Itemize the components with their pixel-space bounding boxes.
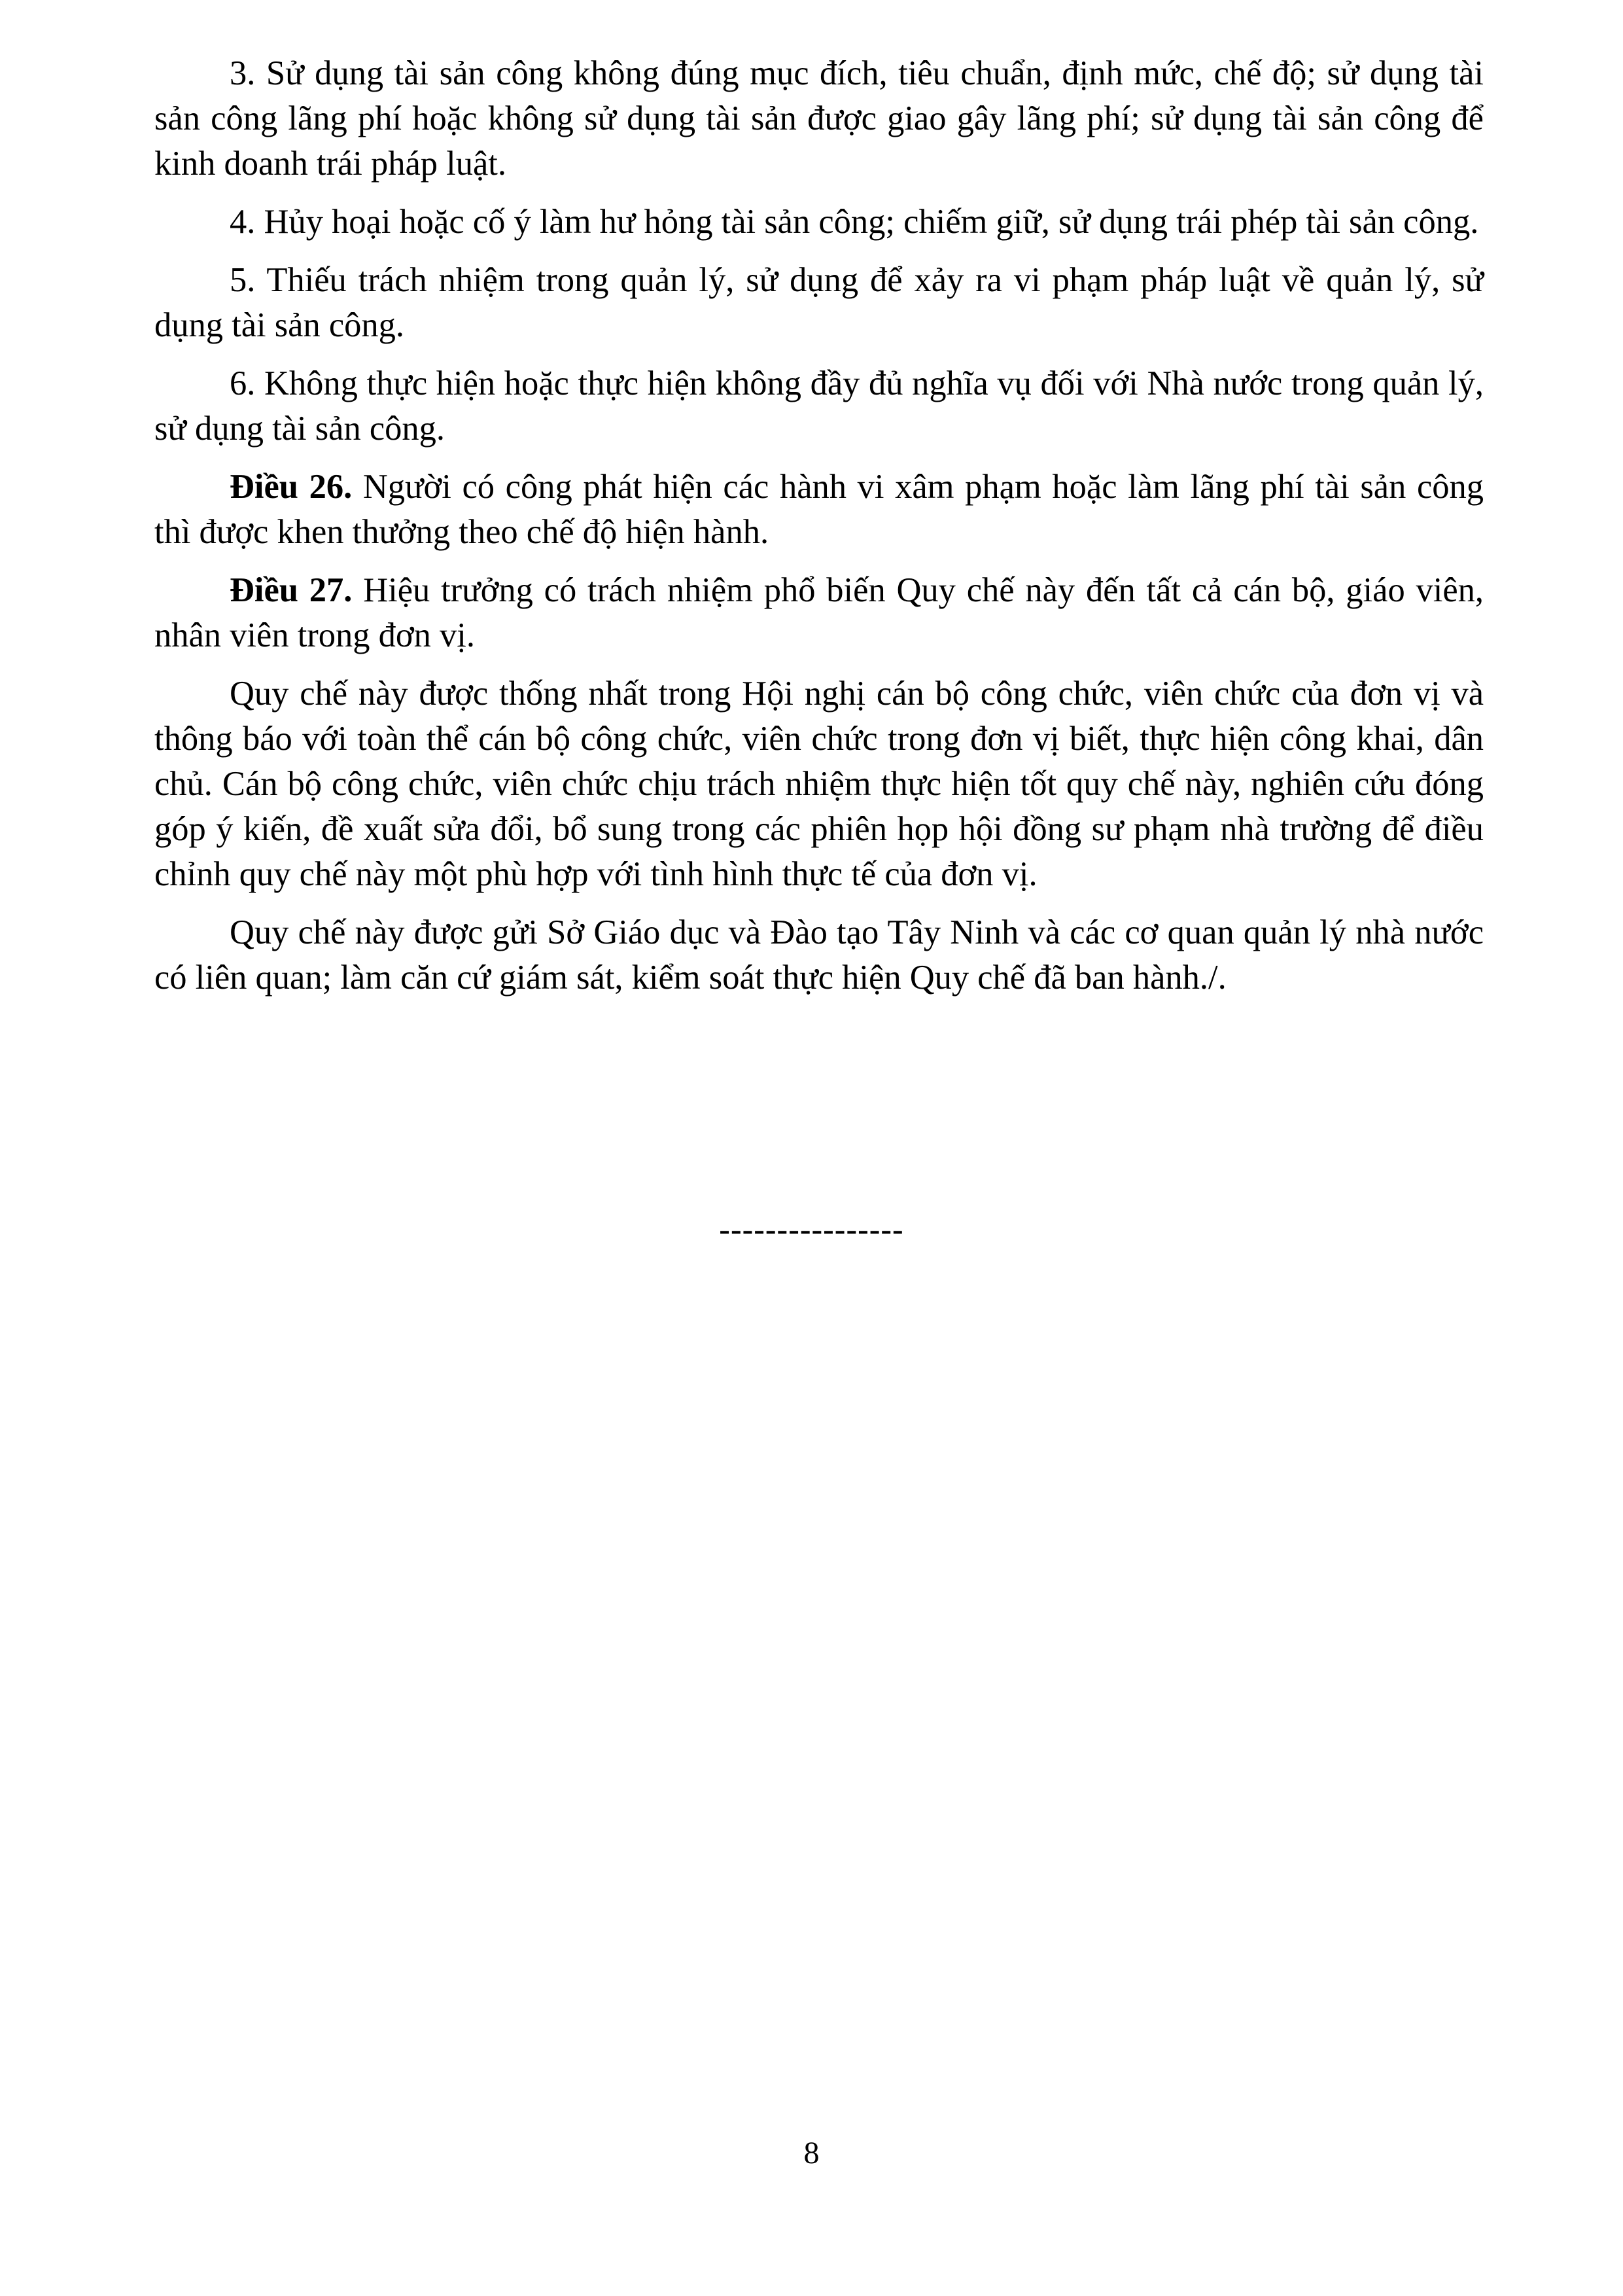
paragraph-text: Hiệu trưởng có trách nhiệm phổ biến Quy chế này đến tất cả cán bộ, giáo viên, nhân viên trong đơn vị.	[154, 571, 1484, 654]
paragraph-text: 3. Sử dụng tài sản công không đúng mục đích, tiêu chuẩn, định mức, chế độ; sử dụng tài sản công lãng phí hoặc không sử dụng tài sản được giao gây lãng phí; sử dụng tài sản công để kinh doanh trái pháp luật.	[154, 54, 1484, 183]
closing-paragraph-agreement	[154, 671, 1484, 897]
paragraph-text: Quy chế này được thống nhất trong Hội nghị cán bộ công chức, viên chức của đơn vị và thông báo với toàn thể cán bộ công chức, viên chức trong đơn vị biết, thực hiện công khai, dân chủ. Cán bộ công chức, viên chức chịu trách nhiệm thực hiện tốt quy chế này, nghiên cứu đóng góp ý kiến, đề xuất sửa đổi, bổ sung trong các phiên họp hội đồng sư phạm nhà trường để điều chỉnh quy chế này một phù hợp với tình hình thực tế của đơn vị.	[154, 675, 1484, 893]
page-number: 8	[803, 2136, 820, 2170]
paragraph-text: 5. Thiếu trách nhiệm trong quản lý, sử dụng để xảy ra vi phạm pháp luật về quản lý, sử dụng tài sản công.	[154, 261, 1484, 344]
clause-6-paragraph	[154, 361, 1484, 451]
article-27-paragraph	[154, 568, 1484, 658]
clause-3-paragraph	[154, 51, 1484, 186]
end-separator: ----------------	[719, 1210, 904, 1247]
clause-4-paragraph	[154, 200, 1484, 245]
paragraph-text: Quy chế này được gửi Sở Giáo dục và Đào tạo Tây Ninh và các cơ quan quản lý nhà nước có liên quan; làm căn cứ giám sát, kiểm soát thực hiện Quy chế đã ban hành./.	[154, 913, 1484, 997]
article-heading: Điều 27.	[230, 571, 353, 609]
article-26-paragraph	[154, 465, 1484, 555]
article-heading: Điều 26.	[230, 468, 353, 506]
paragraph-text: 4. Hủy hoại hoặc cố ý làm hư hỏng tài sản công; chiếm giữ, sử dụng trái phép tài sản công.	[230, 203, 1479, 241]
paragraph-text: 6. Không thực hiện hoặc thực hiện không đầy đủ nghĩa vụ đối với Nhà nước trong quản lý, sử dụng tài sản công.	[154, 364, 1484, 448]
clause-5-paragraph	[154, 258, 1484, 348]
document-body	[154, 51, 1484, 1014]
closing-paragraph-distribution	[154, 910, 1484, 1000]
paragraph-text: Người có công phát hiện các hành vi xâm phạm hoặc làm lãng phí tài sản công thì được khen thưởng theo chế độ hiện hành.	[154, 468, 1484, 551]
